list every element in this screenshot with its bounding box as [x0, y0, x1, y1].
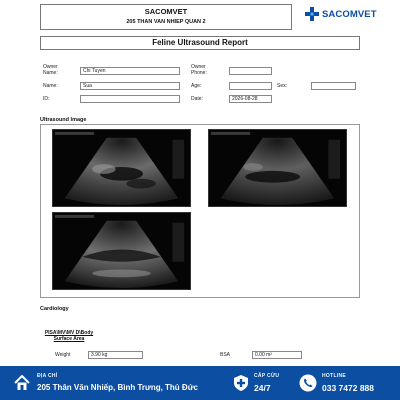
hotline-label: HOTLINE [322, 373, 347, 379]
date-field[interactable]: 2026-08-28 [229, 95, 272, 103]
owner-phone-field[interactable] [229, 67, 272, 75]
address-value: 205 Thân Văn Nhiếp, Bình Trưng, Thủ Đức [37, 383, 198, 392]
owner-name-label: Owner Name: [43, 64, 58, 76]
cardiology-section-label: Cardiology [40, 306, 69, 312]
cross-logo-icon [305, 7, 319, 21]
id-field[interactable] [80, 95, 180, 103]
id-label: ID: [43, 96, 50, 102]
clinic-name: SACOMVET [144, 7, 188, 16]
bsa-label: BSA [220, 352, 231, 358]
sex-field[interactable] [311, 82, 356, 90]
ultrasound-image-1[interactable] [52, 129, 191, 207]
date-label: Date: [191, 96, 203, 102]
phone-icon [299, 374, 317, 392]
pet-name-label: Name: [43, 83, 58, 89]
sex-label: Sex: [277, 83, 288, 89]
clinic-header [40, 4, 292, 30]
home-icon [13, 374, 31, 392]
age-field[interactable] [229, 82, 272, 90]
ultrasound-section-label: Ultrasound Image [40, 117, 87, 123]
weight-field[interactable]: 3.90 kg [88, 351, 143, 359]
address-label: ĐỊA CHỈ [37, 373, 58, 379]
emergency-label: CẤP CỨU [254, 373, 280, 379]
bsa-field[interactable]: 0.00 m² [252, 351, 302, 359]
sacomvet-logo [305, 6, 377, 22]
ultrasound-image-2[interactable] [208, 129, 347, 207]
owner-phone-label: Owner Phone: [191, 64, 207, 76]
ultrasound-image-3[interactable] [52, 212, 191, 290]
report-title: Feline Ultrasound Report [40, 36, 360, 50]
hotline-value[interactable]: 033 7472 888 [322, 383, 374, 393]
age-label: Age: [191, 83, 202, 89]
pet-name-field[interactable]: Sua [80, 82, 180, 90]
clinic-address: 205 THAN VAN NHIEP QUAN 2 [126, 19, 206, 25]
owner-name-field[interactable]: Chi Tuyen [80, 67, 180, 75]
weight-label: Weight [55, 352, 71, 358]
pisa-subheading: PISA\MV\MV D\Body Surface Area [44, 330, 94, 342]
shield-cross-icon [232, 374, 250, 392]
logo-text: SACOMVET [322, 8, 377, 20]
emergency-value: 24/7 [254, 383, 271, 393]
footer-bar [0, 366, 400, 400]
